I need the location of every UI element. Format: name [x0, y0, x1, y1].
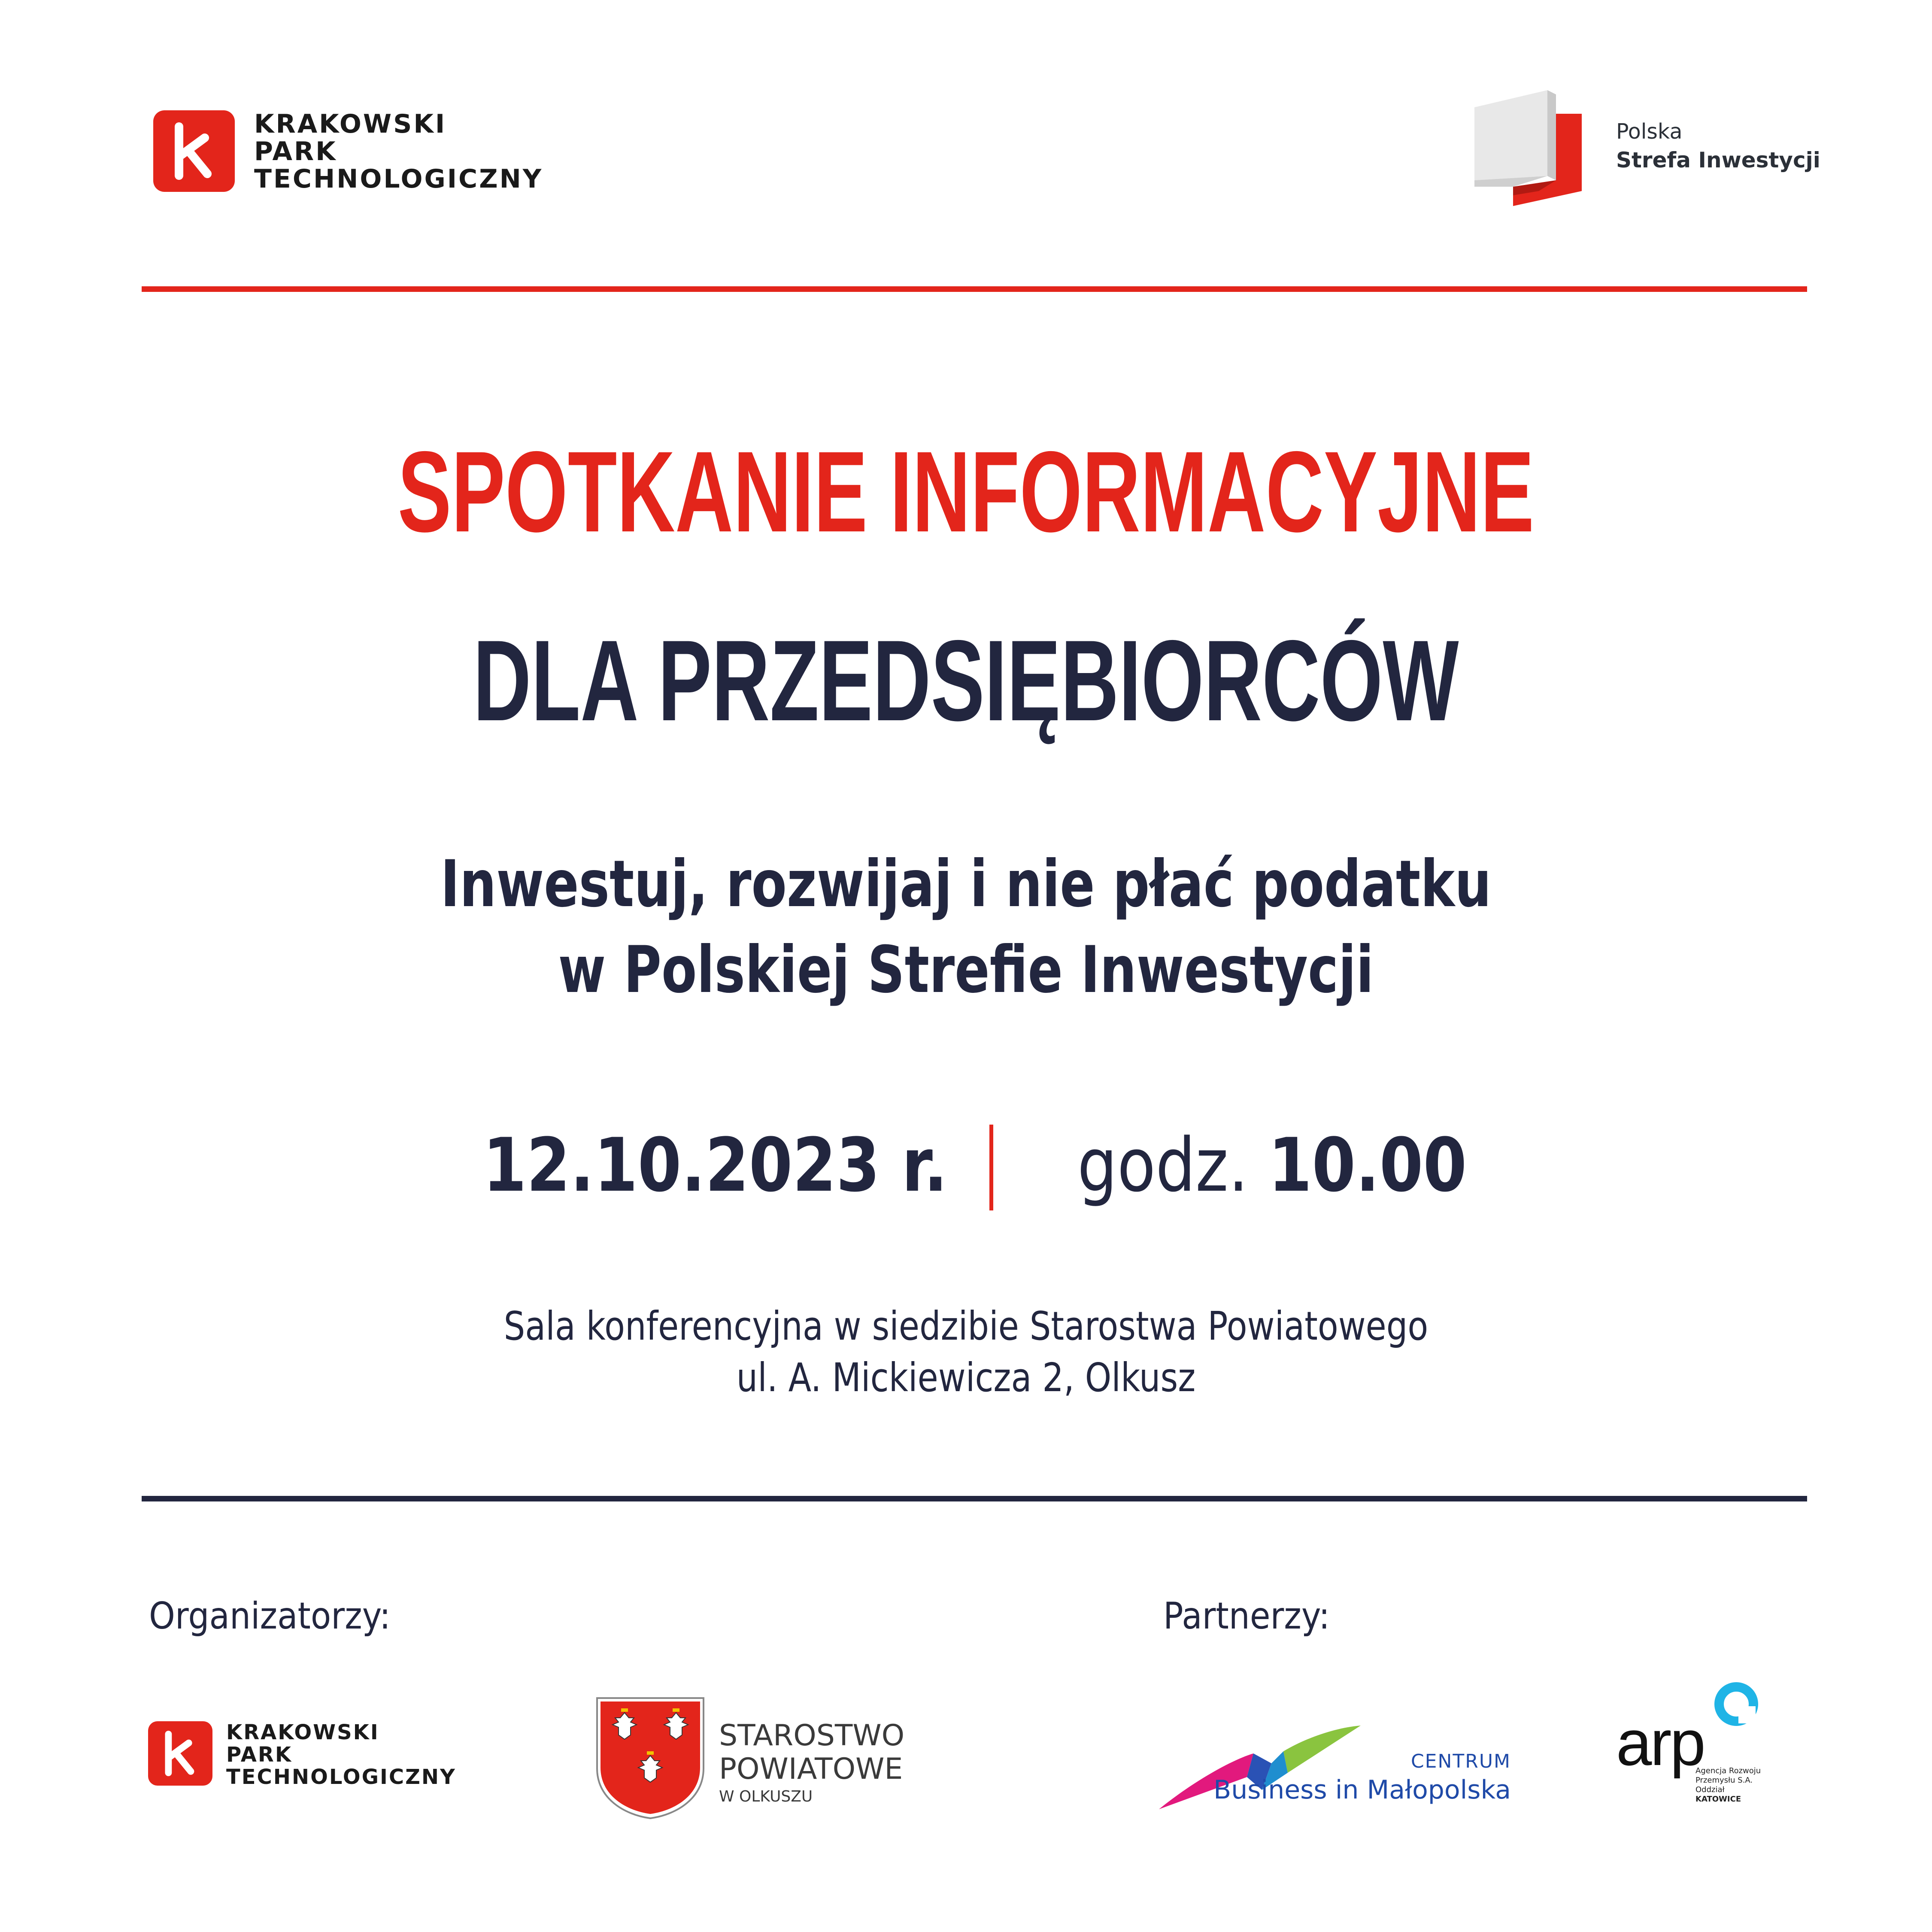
- pfi-line-1: Polska: [1616, 119, 1683, 144]
- arp-sub-line-2: Przemysłu S.A.: [1695, 1776, 1753, 1785]
- starostwo-line-1: STAROSTWO: [719, 1719, 905, 1753]
- event-date: 12.10.2023 r.: [483, 1122, 948, 1208]
- kpt-line-3: TECHNOLOGICZNY: [254, 164, 543, 194]
- k-letter-icon: [153, 110, 235, 192]
- arp-ring-icon: [1713, 1680, 1760, 1728]
- pfi-line-2: Strefa Inwestycji: [1616, 148, 1820, 173]
- subtitle-line-1: Inwestuj, rozwijaj i nie płać podatku: [440, 847, 1492, 922]
- organizer-kpt-line-3: TECHNOLOGICZNY: [226, 1765, 456, 1789]
- arp-sub-line-1: Agencja Rozwoju: [1695, 1766, 1761, 1775]
- kpt-logo-text: [254, 110, 543, 193]
- title-line-2: DLA PRZEDSIĘBIORCÓW: [473, 616, 1459, 745]
- organizer-kpt-text: [226, 1721, 456, 1788]
- kpt-line-2: PARK: [254, 136, 337, 167]
- arp-subtitle: [1695, 1766, 1761, 1804]
- arp-sub-line-4: KATOWICE: [1695, 1795, 1741, 1804]
- bim-line-1: CENTRUM: [1410, 1750, 1511, 1772]
- venue-line-2: ul. A. Mickiewicza 2, Olkusz: [736, 1355, 1196, 1401]
- date-time-row: [0, 1122, 1932, 1208]
- starostwo-line-3: W OLKUSZU: [719, 1788, 813, 1805]
- partner-arp-logo: [1616, 1680, 1771, 1822]
- title-line-1: SPOTKANIE INFORMACYJNE: [397, 427, 1535, 556]
- organizer-starostwo-logo: [594, 1695, 938, 1820]
- time-prefix: godz.: [1077, 1122, 1249, 1208]
- arp-wordmark: arp: [1616, 1707, 1704, 1779]
- bim-line-2: Business in Małopolska: [1213, 1775, 1511, 1805]
- venue-line-1: Sala konferencyjna w siedzibie Starostwa Powiatowego: [503, 1303, 1429, 1349]
- partners-label: Partnerzy:: [1163, 1595, 1330, 1638]
- organizers-label: Organizatorzy:: [149, 1595, 391, 1638]
- top-divider: [142, 286, 1807, 292]
- partner-business-in-malopolska-logo: [1159, 1713, 1511, 1820]
- kpt-line-1: KRAKOWSKI: [254, 109, 447, 139]
- subtitle-line-2: w Polskiej Strefie Inwestycji: [558, 933, 1374, 1007]
- k-letter-icon: [148, 1721, 212, 1786]
- date-time-separator: [989, 1125, 993, 1210]
- pfi-logo-text: [1616, 118, 1820, 174]
- organizer-kpt-line-2: PARK: [226, 1743, 293, 1767]
- polska-strefa-inwestycji-logo: [1470, 90, 1820, 210]
- starostwo-line-2: POWIATOWE: [719, 1752, 903, 1786]
- polska-strefa-inwestycji-emblem: [1470, 90, 1599, 210]
- time-value: 10.00: [1268, 1122, 1467, 1208]
- bim-text: [1210, 1749, 1511, 1806]
- starostwo-text: [719, 1719, 904, 1808]
- krakowski-park-technologiczny-logo: [153, 110, 582, 196]
- organizer-kpt-logo: [148, 1721, 491, 1790]
- organizer-kpt-line-1: KRAKOWSKI: [226, 1720, 379, 1744]
- bottom-divider: [142, 1496, 1807, 1501]
- event-time: [1077, 1122, 1467, 1208]
- coat-of-arms-icon: [594, 1695, 706, 1820]
- arp-sub-line-3: Oddział: [1695, 1785, 1725, 1794]
